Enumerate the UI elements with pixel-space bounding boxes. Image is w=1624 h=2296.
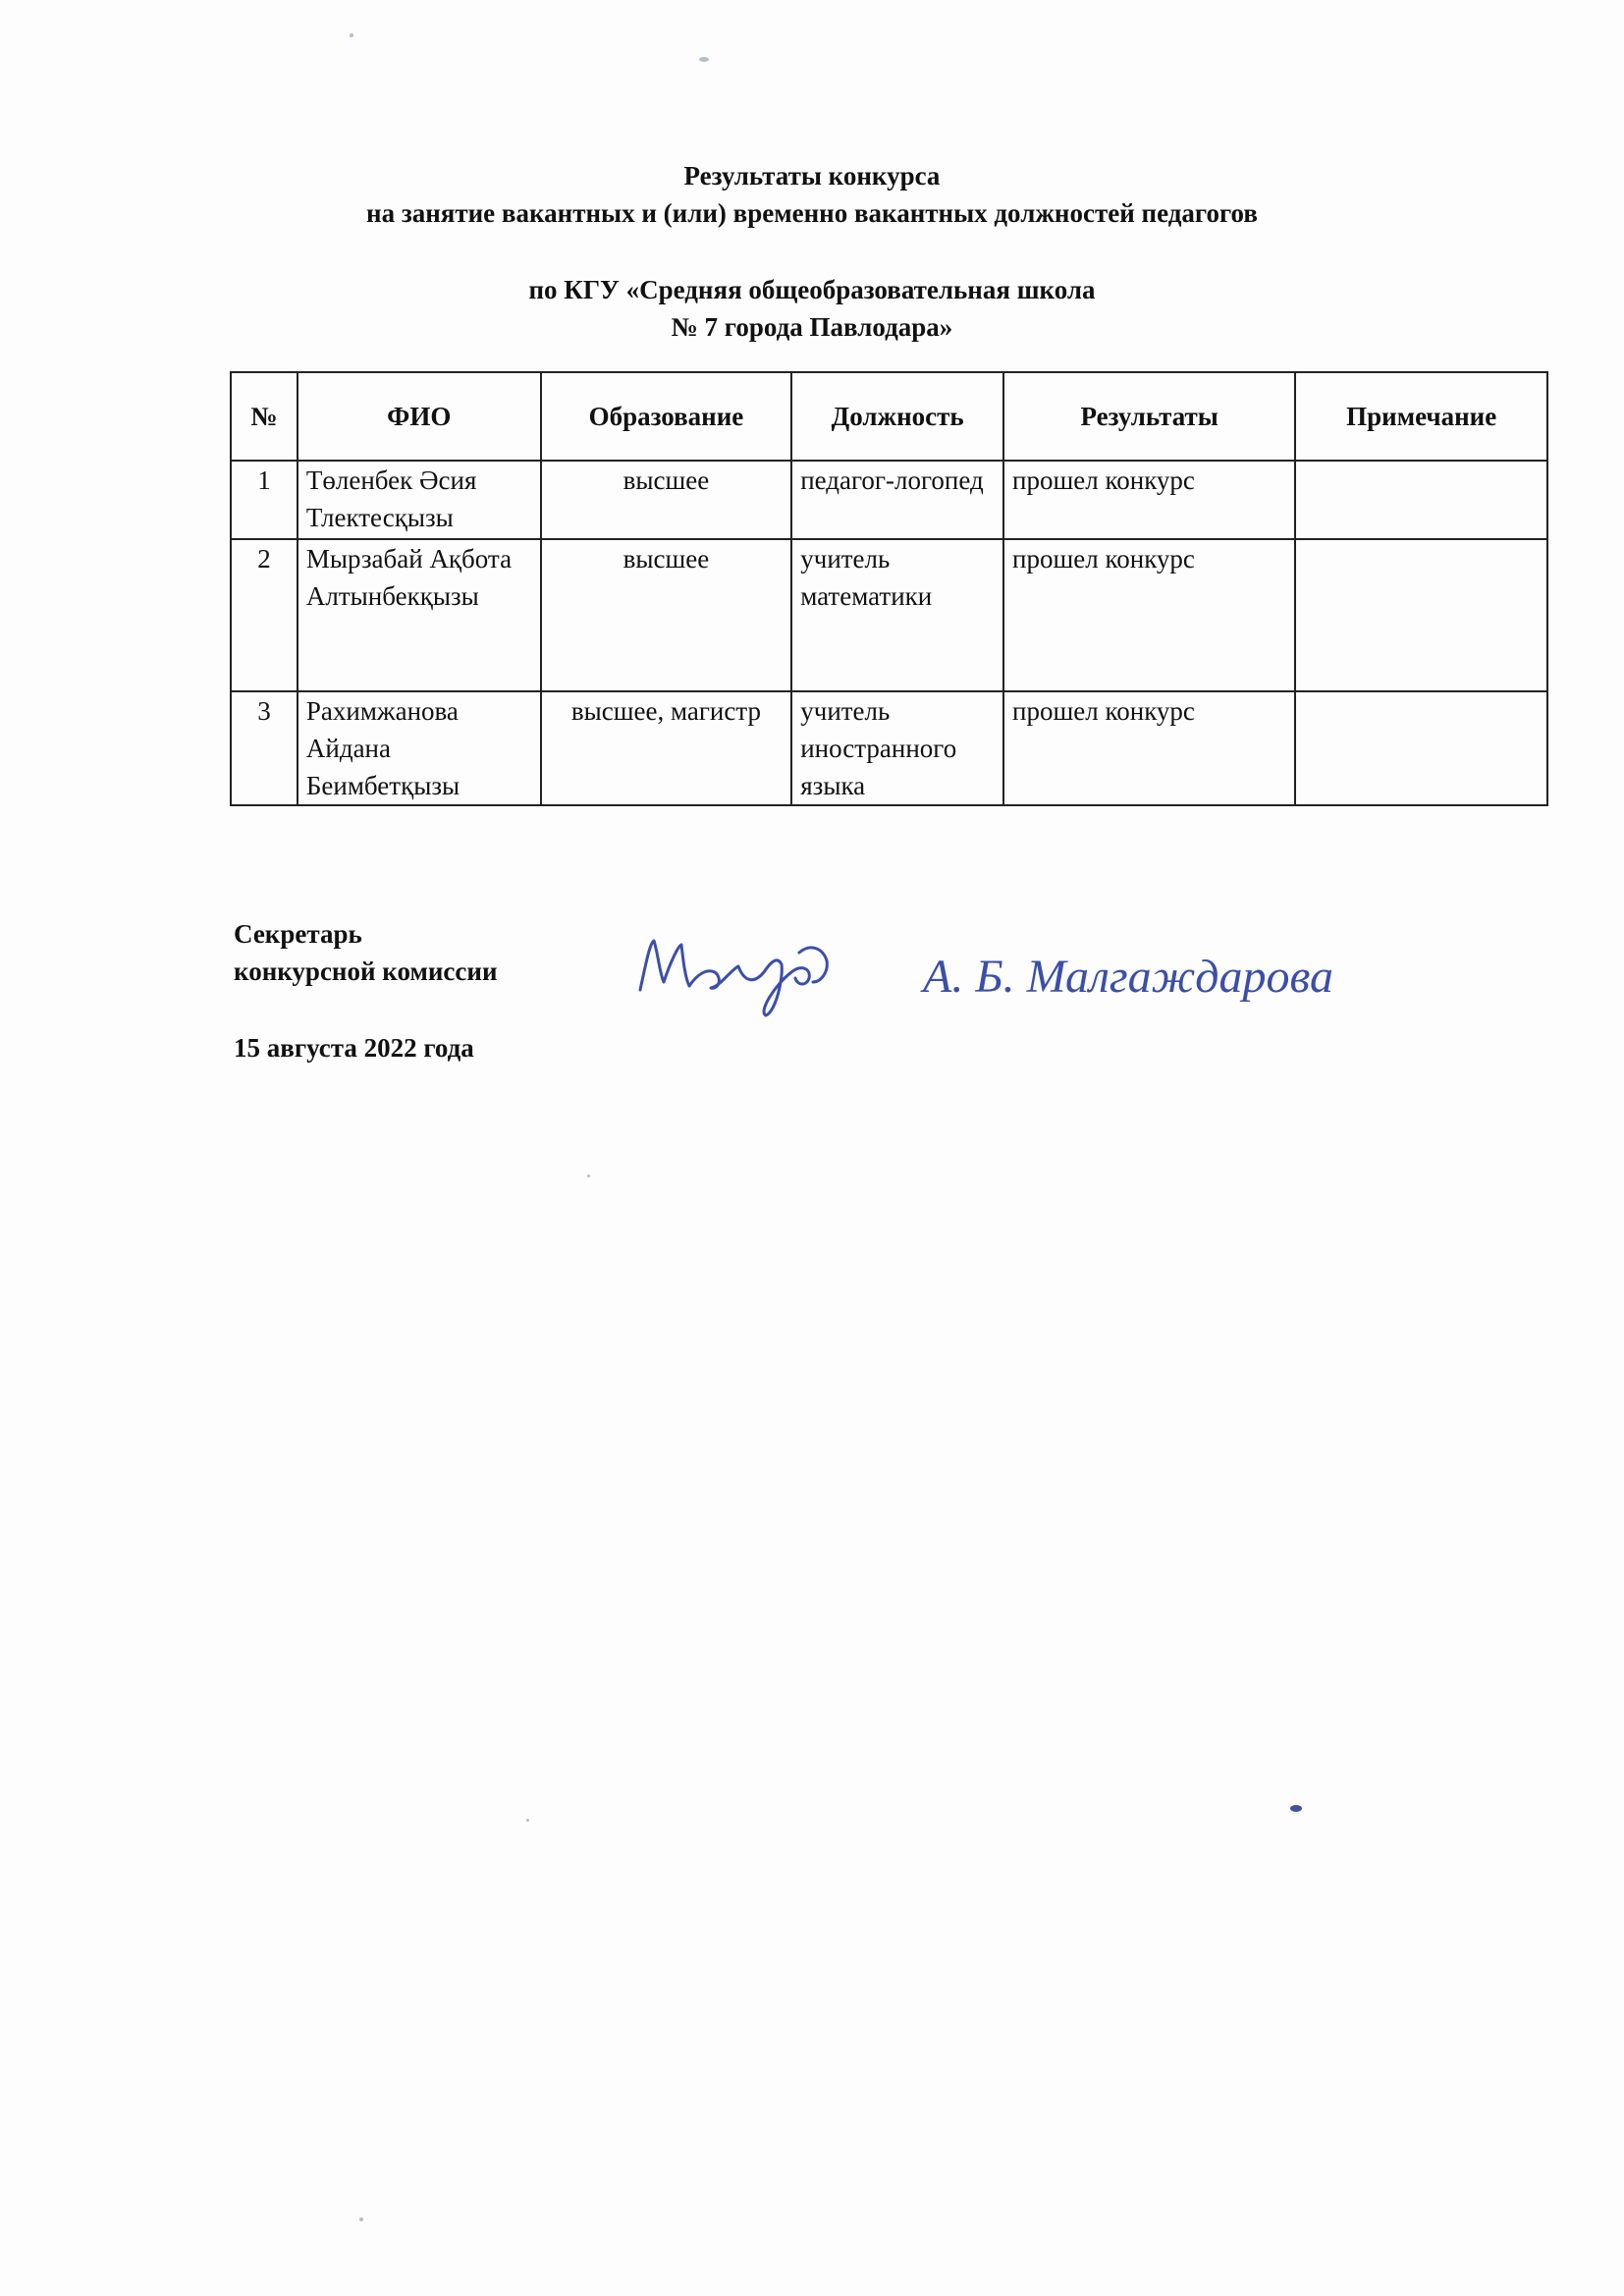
row-name: Рахимжанова Айдана Беимбетқызы (298, 691, 541, 805)
scan-speck (526, 1819, 529, 1822)
table-row (231, 461, 1547, 539)
signature-area (628, 913, 1443, 1041)
row-note (1295, 539, 1547, 691)
secretary-label (234, 915, 498, 990)
table-row (231, 539, 1547, 691)
header-education: Образование (541, 372, 792, 461)
row-name: Мырзабай Ақбота Алтынбекқызы (298, 539, 541, 691)
scan-speck (359, 2217, 363, 2221)
table-row (231, 691, 1547, 805)
scan-speck (1290, 1805, 1302, 1812)
row-result: прошел конкурс (1003, 461, 1295, 539)
row-position: учитель иностранного языка (791, 691, 1003, 805)
scan-speck (350, 33, 353, 37)
header-note: Примечание (1295, 372, 1547, 461)
organization-title (0, 271, 1624, 346)
row-result: прошел конкурс (1003, 691, 1295, 805)
handwritten-signature (640, 941, 827, 1015)
org-line-1: по КГУ «Средняя общеобразовательная школа (528, 275, 1096, 304)
secretary-line-2: конкурсной комиссии (234, 957, 498, 986)
row-education: высшее (541, 539, 792, 691)
row-number: 3 (231, 691, 298, 805)
scan-speck (699, 57, 709, 62)
results-table (230, 371, 1548, 806)
document-title (0, 157, 1624, 232)
table-header-row (231, 372, 1547, 461)
row-education: высшее (541, 461, 792, 539)
row-note (1295, 691, 1547, 805)
row-name: Төленбек Әсия Тлектесқызы (298, 461, 541, 539)
row-position: учитель математики (791, 539, 1003, 691)
scan-speck (587, 1175, 590, 1177)
signature-name: А. Б. Малгаждарова (923, 951, 1334, 1003)
row-position: педагог-логопед (791, 461, 1003, 539)
org-line-2: № 7 города Павлодара» (671, 312, 953, 342)
title-line-2: на занятие вакантных и (или) временно вакантных должностей педагогов (366, 198, 1258, 228)
row-result: прошел конкурс (1003, 539, 1295, 691)
row-number: 1 (231, 461, 298, 539)
row-note (1295, 461, 1547, 539)
document-date: 15 августа 2022 года (234, 1033, 474, 1063)
header-results: Результаты (1003, 372, 1295, 461)
row-education: высшее, магистр (541, 691, 792, 805)
secretary-line-1: Секретарь (234, 919, 362, 949)
row-number: 2 (231, 539, 298, 691)
title-line-1: Результаты конкурса (683, 161, 941, 191)
header-number: № (231, 372, 298, 461)
header-name: ФИО (298, 372, 541, 461)
header-position: Должность (791, 372, 1003, 461)
